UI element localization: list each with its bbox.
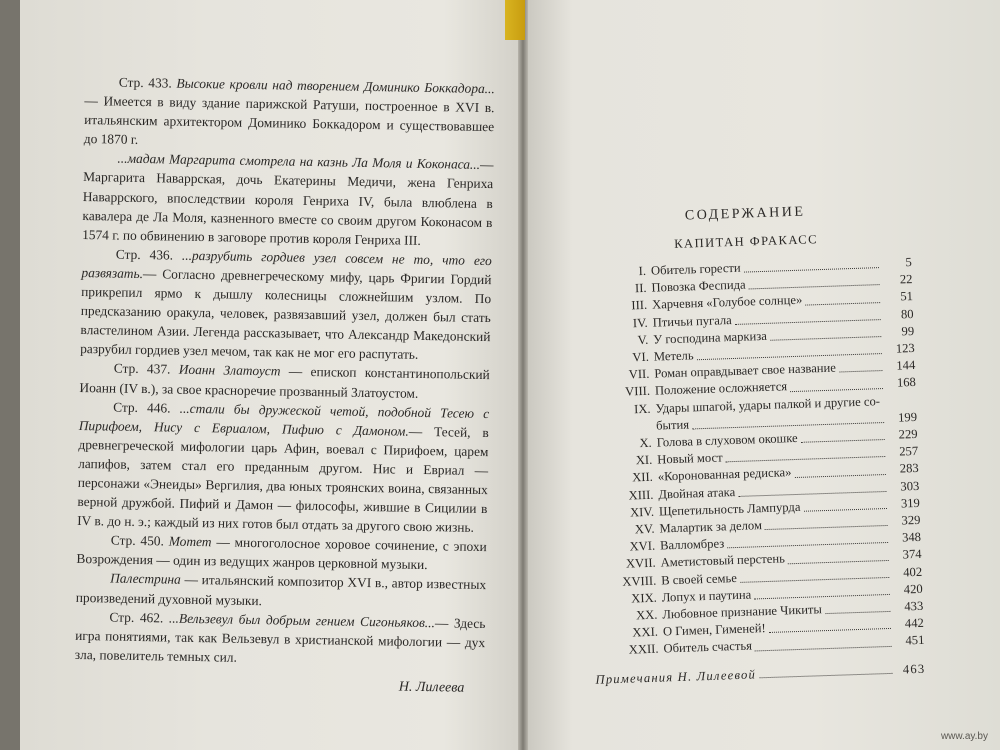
toc-page-number: 329 bbox=[901, 512, 921, 528]
toc-chapter-number: XV. bbox=[634, 521, 655, 537]
toc-dots bbox=[795, 474, 886, 478]
toc-chapter-number: IV. bbox=[632, 315, 648, 330]
note-paragraph bbox=[82, 148, 494, 251]
toc-dots bbox=[749, 285, 880, 290]
toc-chapter-number: XXI. bbox=[632, 624, 659, 640]
table-of-contents bbox=[580, 201, 926, 687]
toc-page-number: 420 bbox=[903, 581, 923, 597]
note-text: — Маргарита Наваррская, дочь Екатерины Медичи, жена Генриха Наваррского, впоследствии короля Генриха IV, была влюблена в кавалера де Ла Моля, казненного вместе со своим другом Коконасом в 1574 г. по обвинению в заговоре против короля Генриха III. bbox=[82, 157, 494, 248]
toc-chapter-number: IX. bbox=[633, 401, 651, 416]
toc-chapter-number: II. bbox=[634, 281, 647, 296]
toc-chapter-title: У господина маркиза bbox=[653, 328, 768, 347]
toc-page-number: 5 bbox=[905, 255, 913, 270]
toc-page-number: 374 bbox=[902, 547, 922, 562]
toc-chapter-title: «Коронованная редиска» bbox=[657, 465, 792, 484]
toc-page-number: 229 bbox=[898, 426, 918, 442]
toc-chapter-number: III. bbox=[631, 298, 648, 313]
note-text: — Имеется в виду здание парижской Ратуши, построенное в XVI в. итальянским архитектором Доминико Боккадором и существовавшее до 1870 г. bbox=[83, 93, 495, 148]
toc-dots bbox=[765, 525, 888, 530]
toc-chapter-title: Голова в слуховом окошке bbox=[656, 430, 798, 450]
note-page-ref: Стр. 446. bbox=[113, 399, 180, 416]
toc-chapter-title: Валломбрез bbox=[659, 536, 725, 553]
notes-section bbox=[74, 72, 495, 698]
toc-chapter-title: Малартик за делом bbox=[659, 518, 763, 536]
toc-chapter-title: Харчевня «Голубое солнце» bbox=[651, 293, 803, 313]
note-quote: Палестрина bbox=[110, 570, 181, 588]
note-paragraph bbox=[75, 607, 486, 671]
toc-chapter-title: Обитель счастья bbox=[663, 639, 753, 656]
toc-chapter-title: Птичьи пугала bbox=[652, 312, 732, 330]
toc-chapter-number: XIV. bbox=[629, 504, 655, 520]
note-page-ref: Стр. 433. bbox=[118, 74, 177, 91]
toc-chapter-number: V. bbox=[637, 332, 649, 347]
toc-chapter-title: О Гимен, Гименей! bbox=[662, 621, 766, 639]
note-quote: ...мадам Маргарита смотрела на казнь Ла Моля и Коконаса... bbox=[117, 150, 481, 173]
toc-chapter-number: VII. bbox=[628, 367, 650, 382]
toc-dots bbox=[769, 628, 891, 633]
toc-chapter-title: В своей семье bbox=[661, 570, 738, 588]
note-quote: ...разрубить гордиев узел совсем не то, что его развязать. bbox=[81, 247, 492, 281]
note-page-ref: Стр. 437. bbox=[113, 360, 179, 378]
note-quote: Высокие кровли над творением Доминико Боккадора... bbox=[176, 75, 495, 97]
toc-page-number: 99 bbox=[901, 323, 915, 339]
toc-chapter-number: XII. bbox=[631, 470, 654, 485]
toc-list bbox=[582, 254, 925, 660]
toc-chapter-title: Щепетильность Лампурда bbox=[658, 499, 801, 519]
toc-chapter-number: XVII. bbox=[625, 556, 656, 572]
watermark: www.ay.by bbox=[940, 731, 988, 742]
toc-title: СОДЕРЖАНИЕ bbox=[684, 204, 806, 224]
toc-chapter-number: VI. bbox=[632, 349, 650, 365]
note-quote: ...Вельзевул был добрым гением Сигоньяков... bbox=[168, 610, 436, 630]
toc-chapter-title: Роман оправдывает свое название bbox=[654, 360, 837, 381]
toc-chapter-number: XVI. bbox=[629, 538, 656, 554]
toc-chapter-number: XVIII. bbox=[622, 573, 657, 589]
note-quote: Мотет bbox=[168, 533, 212, 550]
note-quote: ...стали бы дружеской четой, подобной Тесею с Пирифоем, Нису с Евриалом, Пифию с Дамоном. bbox=[78, 400, 490, 439]
toc-chapter-number: I. bbox=[638, 263, 647, 279]
toc-dots bbox=[839, 370, 882, 372]
toc-page-number: 303 bbox=[900, 478, 920, 494]
toc-chapter-title-cont: бытия bbox=[655, 417, 690, 433]
book-gutter bbox=[518, 0, 528, 750]
note-paragraph bbox=[76, 568, 487, 613]
toc-dots bbox=[805, 302, 880, 305]
toc-page-number: 123 bbox=[895, 340, 915, 356]
toc-chapter-number: XIX. bbox=[631, 590, 658, 606]
toc-dots bbox=[801, 439, 885, 443]
left-edge-shadow bbox=[0, 0, 20, 750]
toc-dots bbox=[770, 336, 881, 341]
toc-chapter-title: Обитель горести bbox=[650, 260, 741, 278]
toc-subtitle: КАПИТАН ФРАКАСС bbox=[673, 232, 819, 251]
toc-chapter-number: XX. bbox=[635, 607, 658, 623]
toc-chapter-title: Положение осложняется bbox=[654, 379, 788, 399]
toc-page-number: 348 bbox=[901, 530, 922, 545]
signature: Н. Лилеева bbox=[398, 679, 465, 696]
toc-dots bbox=[804, 508, 887, 512]
toc-dots bbox=[759, 673, 892, 678]
note-paragraph bbox=[80, 244, 492, 366]
note-text: — епископ константинопольский Иоанн (IV в.), за свое красноречие прозванный Златоустом. bbox=[79, 363, 490, 401]
note-quote: Иоанн Златоуст bbox=[178, 362, 281, 379]
book-binding bbox=[505, 0, 525, 40]
toc-chapter-title: Удары шпагой, удары палкой и другие со- bbox=[655, 393, 881, 416]
note-text: — итальянский композитор XVI в., автор известных произведений духовной музыки. bbox=[75, 572, 487, 608]
toc-page-number: 51 bbox=[900, 289, 914, 304]
toc-chapter-number: XXII. bbox=[628, 642, 659, 658]
toc-page-number: 442 bbox=[904, 616, 925, 631]
toc-chapter-title: Новый мост bbox=[657, 450, 723, 467]
toc-dots bbox=[825, 611, 890, 614]
note-page-ref: Стр. 450. bbox=[110, 532, 169, 549]
note-paragraph bbox=[79, 358, 490, 403]
toc-page-number: 168 bbox=[896, 375, 917, 391]
toc-chapter-number: XIII. bbox=[628, 487, 654, 503]
toc-chapter-title: Аметистовый перстень bbox=[660, 551, 786, 570]
toc-dots bbox=[788, 560, 889, 564]
toc-chapter-title: Любовное признание Чикиты bbox=[662, 602, 823, 622]
toc-chapter-title: Метель bbox=[653, 348, 694, 364]
toc-page-number: 22 bbox=[899, 272, 913, 287]
toc-page-number: 402 bbox=[902, 564, 923, 580]
toc-footer-label: Примечания Н. Лилеевой bbox=[595, 667, 757, 687]
note-page-ref: Стр. 462. bbox=[109, 609, 170, 626]
toc-footer-page: 463 bbox=[902, 661, 926, 677]
toc-chapter-number: XI. bbox=[635, 452, 653, 468]
toc-chapter-title: Двойная атака bbox=[658, 484, 736, 502]
toc-page-number: 257 bbox=[899, 444, 919, 459]
toc-page-number: 144 bbox=[896, 358, 916, 373]
toc-chapter-title: Повозка Феспида bbox=[651, 277, 746, 295]
toc-chapter-number: X. bbox=[639, 435, 652, 451]
toc-chapter-number: VIII. bbox=[624, 384, 651, 400]
toc-page-number: 319 bbox=[900, 495, 921, 511]
note-page-ref: Стр. 436. bbox=[115, 246, 183, 263]
note-text: — Согласно древнегреческому мифу, царь Фригии Гордий прикрепил ярмо к дышлу колесницы сложнейшим узлом. По предсказанию оракула, человек, развязавший узел, должен был стать властелином Азии. Легенда рассказывает, что Александр Македонский разрубил гордиев узел мечом, так как не мог его распутать. bbox=[80, 265, 492, 363]
note-paragraph bbox=[84, 72, 495, 156]
note-paragraph bbox=[77, 397, 489, 538]
toc-page-number: 283 bbox=[899, 461, 919, 476]
toc-page-number: 433 bbox=[904, 598, 924, 614]
toc-page-number: 80 bbox=[900, 306, 914, 322]
note-text: — Здесь игра понятиями, так как Вельзевул в христианской мифологии — дух зла, повелитель темных сил. bbox=[74, 614, 486, 665]
toc-page-number: 451 bbox=[905, 633, 925, 648]
toc-page-number: 199 bbox=[897, 409, 918, 425]
toc-chapter-title: Лопух и паутина bbox=[661, 587, 752, 605]
toc-dots bbox=[755, 646, 892, 652]
note-text: — Тесей, в древнегреческой мифологии царь Афин, воевал с Пирифоем, царем лапифов, затем стал его преданным другом. Нис и Евриал — персонажи «Энеиды» Вергилия, два юных троянских воина, связанных верной дружбой. Пифий и Дамон — философы, жившие в Сицилии в IV в. до н. э.; каждый из них готов был отдать за другого свою жизнь. bbox=[77, 423, 489, 536]
toc-dots bbox=[790, 388, 883, 392]
note-text: — многоголосное хоровое сочинение, с эпохи Возрождения — один из ведущих жанров церковной музыки. bbox=[76, 534, 487, 573]
